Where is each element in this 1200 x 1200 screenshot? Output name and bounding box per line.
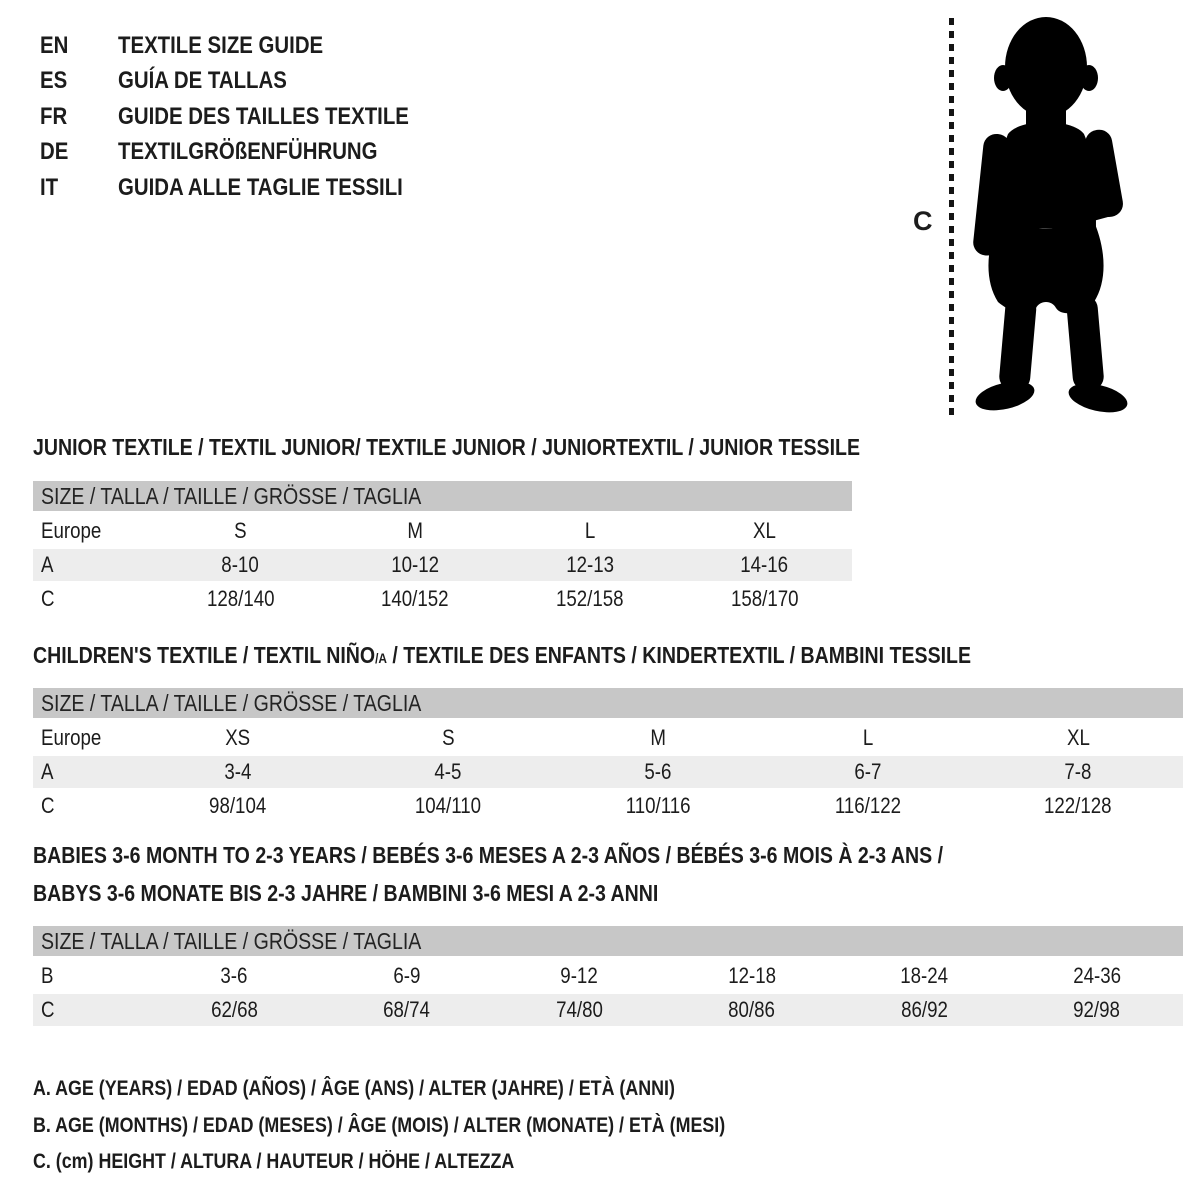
value-cell: 152/158 (556, 586, 624, 611)
value-cell: 62/68 (210, 997, 258, 1022)
table-header-row (33, 926, 1183, 960)
value-cell: 3-4 (224, 759, 252, 784)
list-item (40, 170, 460, 206)
size-cell: M (650, 725, 666, 750)
babies-section-title (33, 837, 1104, 912)
value-cell: 122/128 (1044, 793, 1112, 818)
row-label: C (41, 793, 55, 818)
table-row (33, 960, 1183, 994)
row-label: A (41, 759, 54, 784)
children-title-sub: /A (375, 650, 387, 666)
row-label: C (41, 586, 55, 611)
list-item (40, 135, 460, 171)
size-cell: XL (1066, 725, 1090, 750)
region-label: Europe (41, 725, 102, 750)
table-row (33, 583, 852, 617)
language-code: EN (40, 31, 69, 59)
value-cell: 158/170 (730, 586, 799, 611)
value-cell: 14-16 (740, 552, 789, 577)
junior-section-title: JUNIOR TEXTILE / TEXTIL JUNIOR/ TEXTILE JUNIOR / JUNIORTEXTIL / JUNIOR TESSILE (33, 434, 861, 460)
table-row (33, 756, 1183, 790)
list-item (40, 99, 460, 135)
size-cell: XS (225, 725, 251, 750)
legend-line-a: A. AGE (YEARS) / EDAD (AÑOS) / ÂGE (ANS) / ALTER (JAHRE) / ETÀ (ANNI) (33, 1077, 675, 1100)
value-cell: 140/152 (381, 586, 449, 611)
value-cell: 6-9 (393, 963, 421, 988)
value-cell: 4-5 (434, 759, 462, 784)
table-row (33, 994, 1183, 1028)
table-row (33, 549, 852, 583)
value-cell: 98/104 (209, 793, 267, 818)
height-measure-figure (905, 8, 1175, 426)
measure-legend (33, 1071, 847, 1181)
value-cell: 8-10 (221, 552, 260, 577)
size-header-label: SIZE / TALLA / TAILLE / GRÖSSE / TAGLIA (41, 482, 422, 509)
legend-line-c: C. (cm) HEIGHT / ALTURA / HAUTEUR / HÖHE / ALTEZZA (33, 1150, 515, 1173)
size-cell: S (234, 518, 247, 543)
children-size-table (33, 688, 1183, 824)
legend-line-b: B. AGE (MONTHS) / EDAD (MESES) / ÂGE (MOIS) / ALTER (MONATE) / ETÀ (MESI) (33, 1113, 726, 1137)
language-code: ES (40, 67, 68, 95)
size-header-label: SIZE / TALLA / TAILLE / GRÖSSE / TAGLIA (41, 927, 422, 954)
measure-c-label: C (913, 206, 933, 236)
table-row (33, 722, 1183, 756)
value-cell: 116/122 (834, 793, 902, 818)
value-cell: 110/116 (625, 793, 691, 818)
size-cell: XL (753, 518, 777, 543)
children-title-text: CHILDREN'S TEXTILE / TEXTIL NIÑO (33, 642, 376, 668)
language-code: IT (40, 173, 59, 201)
size-header-label: SIZE / TALLA / TAILLE / GRÖSSE / TAGLIA (41, 689, 422, 716)
value-cell: 9-12 (560, 963, 598, 988)
value-cell: 18-24 (900, 963, 949, 988)
table-row (33, 790, 1183, 824)
value-cell: 3-6 (220, 963, 248, 988)
guide-title-de: TEXTILGRÖßENFÜHRUNG (118, 138, 378, 166)
row-label: A (41, 552, 54, 577)
value-cell: 6-7 (854, 759, 882, 784)
value-cell: 80/86 (728, 997, 776, 1022)
babies-title-line2: BABYS 3-6 MONATE BIS 2-3 JAHRE / BAMBINI 3-6 MESI A 2-3 ANNI (33, 879, 659, 906)
size-cell: L (584, 518, 596, 543)
toddler-silhouette-image (963, 12, 1140, 417)
guide-title-fr: GUIDE DES TAILLES TEXTILE (118, 102, 409, 130)
table-row (33, 515, 852, 549)
size-cell: L (862, 725, 874, 750)
junior-size-table (33, 481, 852, 617)
value-cell: 128/140 (206, 586, 275, 611)
table-header-row (33, 481, 852, 515)
children-title-text: / TEXTILE DES ENFANTS / KINDERTEXTIL / BAMBINI TESSILE (386, 642, 972, 668)
value-cell: 74/80 (555, 997, 603, 1022)
size-cell: M (407, 518, 423, 543)
value-cell: 24-36 (1072, 963, 1121, 988)
list-item (40, 28, 460, 64)
table-header-row (33, 688, 1183, 722)
language-code: DE (40, 138, 69, 166)
size-cell: S (441, 725, 455, 750)
value-cell: 5-6 (644, 759, 672, 784)
value-cell: 68/74 (383, 997, 431, 1022)
value-cell: 12-18 (727, 963, 776, 988)
guide-title-en: TEXTILE SIZE GUIDE (118, 31, 324, 59)
row-label: B (41, 963, 54, 988)
children-section-title (33, 641, 1137, 672)
list-item (40, 64, 460, 100)
height-dashed-line (949, 18, 954, 418)
babies-title-line1: BABIES 3-6 MONTH TO 2-3 YEARS / BEBÉS 3-6 MESES A 2-3 AÑOS / BÉBÉS 3-6 MOIS À 2-3 ANS / (33, 842, 944, 868)
row-label: C (41, 997, 55, 1022)
value-cell: 10-12 (391, 552, 440, 577)
region-label: Europe (41, 518, 102, 543)
language-code: FR (40, 102, 68, 130)
language-title-list (40, 28, 460, 206)
value-cell: 86/92 (900, 997, 948, 1022)
value-cell: 92/98 (1073, 997, 1121, 1022)
value-cell: 12-13 (565, 552, 614, 577)
guide-title-it: GUIDA ALLE TAGLIE TESSILI (118, 173, 403, 201)
value-cell: 7-8 (1064, 759, 1092, 784)
value-cell: 104/110 (414, 793, 482, 818)
guide-title-es: GUÍA DE TALLAS (118, 67, 287, 95)
babies-size-table (33, 926, 1183, 1028)
